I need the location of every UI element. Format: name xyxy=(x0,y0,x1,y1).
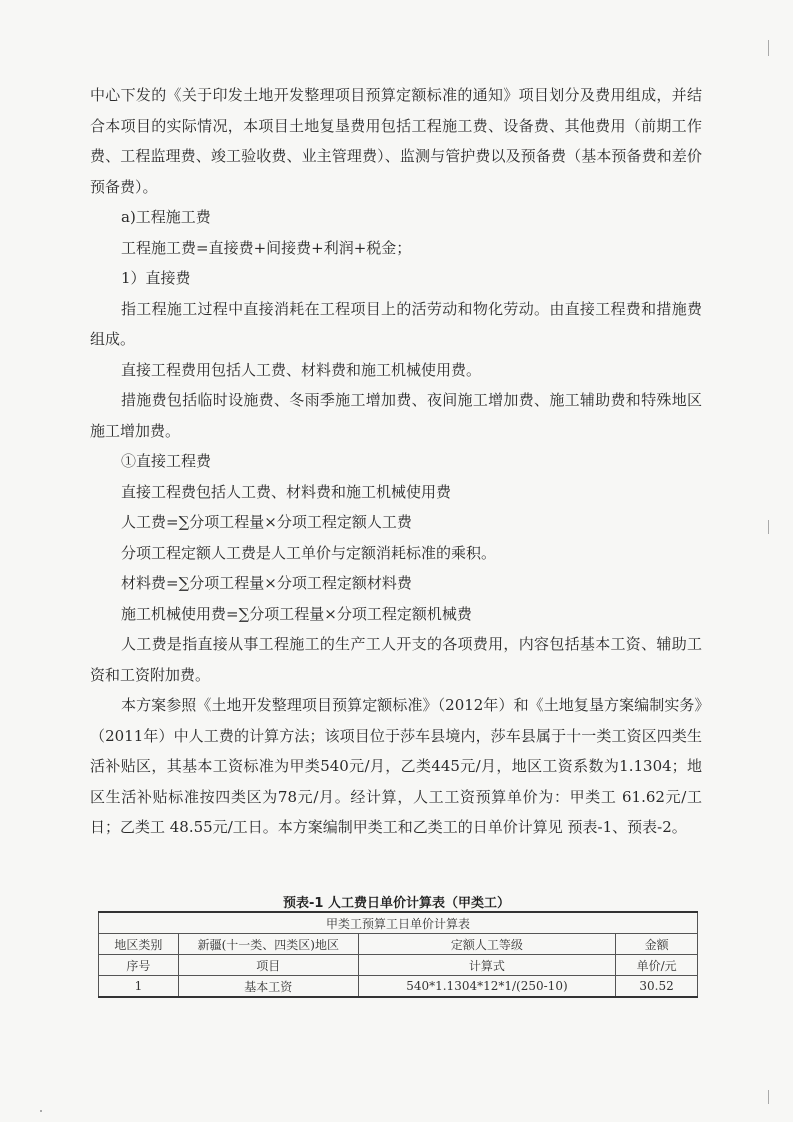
paragraph: 施工机械使用费=∑分项工程量×分项工程定额机械费 xyxy=(121,604,472,623)
col-formula: 计算式 xyxy=(358,955,615,976)
scan-mark xyxy=(40,1110,42,1112)
paragraph: 直接工程费包括人工费、材料费和施工机械使用费 xyxy=(121,482,452,501)
cell-index: 1 xyxy=(99,976,179,998)
table-caption: 预表-1 人工费日单价计算表（甲类工） xyxy=(283,896,510,911)
paragraph: 材料费=∑分项工程量×分项工程定额材料费 xyxy=(121,574,412,592)
col-index: 序号 xyxy=(99,955,179,976)
cell-unit-price: 30.52 xyxy=(616,976,698,998)
paragraph: ①直接工程费 xyxy=(121,452,212,470)
paragraph: 指工程施工过程中直接消耗在工程项目上的活劳动和物化劳动。由直接工程费和措施费组成。 xyxy=(90,299,702,348)
table-title-row xyxy=(99,912,698,934)
col-unit-price: 单价/元 xyxy=(616,955,698,976)
region-value: 新疆(十一类、四类区)地区 xyxy=(178,934,358,955)
labor-grade-label: 定额人工等级 xyxy=(358,934,615,955)
paragraph: 人工费=∑分项工程量×分项工程定额人工费 xyxy=(121,513,412,531)
scan-mark xyxy=(768,520,769,534)
labor-cost-table xyxy=(98,911,698,998)
region-type-label: 地区类别 xyxy=(99,934,179,955)
paragraph: 本方案参照《土地开发整理项目预算定额标准》（2012年）和《土地复垦方案编制实务》（2011年）中人工费的计算方法；该项目位于莎车县境内，莎车县属于十一类工资区四类生活补贴区，其基本工资标准为甲类540元/月，乙类445元/月，地区工资系数为1.1304；地区生活补贴标准按四类区为78元/月。经计算，人工工资预算单价为：甲类工 61.62元/工日；乙类工 48.55元/工日。本方案编制甲类工和乙类工的日单价计算见 预表-1、预表-2。 xyxy=(90,696,702,836)
table-header-row xyxy=(99,955,698,976)
table-region-row xyxy=(99,934,698,955)
cell-formula: 540*1.1304*12*1/(250-10) xyxy=(358,976,615,998)
scan-mark xyxy=(768,40,769,56)
col-item: 项目 xyxy=(178,955,358,976)
paragraph: 中心下发的《关于印发土地开发整理项目预算定额标准的通知》项目划分及费用组成，并结合本项目的实际情况，本项目土地复垦费用包括工程施工费、设备费、其他费用（前期工作费、工程监理费、竣工验收费、业主管理费）、监测与管护费以及预备费（基本预备费和差价预备费）。 xyxy=(90,86,702,196)
paragraph: 人工费是指直接从事工程施工的生产工人开支的各项费用，内容包括基本工资、辅助工资和工资附加费。 xyxy=(90,635,702,684)
paragraph: 直接工程费用包括人工费、材料费和施工机械使用费。 xyxy=(121,360,482,379)
paragraph: 分项工程定额人工费是人工单价与定额消耗标准的乘积。 xyxy=(121,543,497,562)
table-row xyxy=(99,976,698,998)
paragraph: 工程施工费=直接费+间接费+利润+税金； xyxy=(121,238,412,257)
scan-mark xyxy=(768,1090,769,1104)
paragraph: a)工程施工费 xyxy=(121,208,211,226)
cell-item: 基本工资 xyxy=(178,976,358,998)
body-text xyxy=(90,80,702,843)
paragraph: 措施费包括临时设施费、冬雨季施工增加费、夜间施工增加费、施工辅助费和特殊地区施工增加费。 xyxy=(90,391,702,440)
table-title: 甲类工预算工日单价计算表 xyxy=(99,912,698,934)
amount-label: 金额 xyxy=(616,934,698,955)
paragraph: 1）直接费 xyxy=(121,269,191,287)
